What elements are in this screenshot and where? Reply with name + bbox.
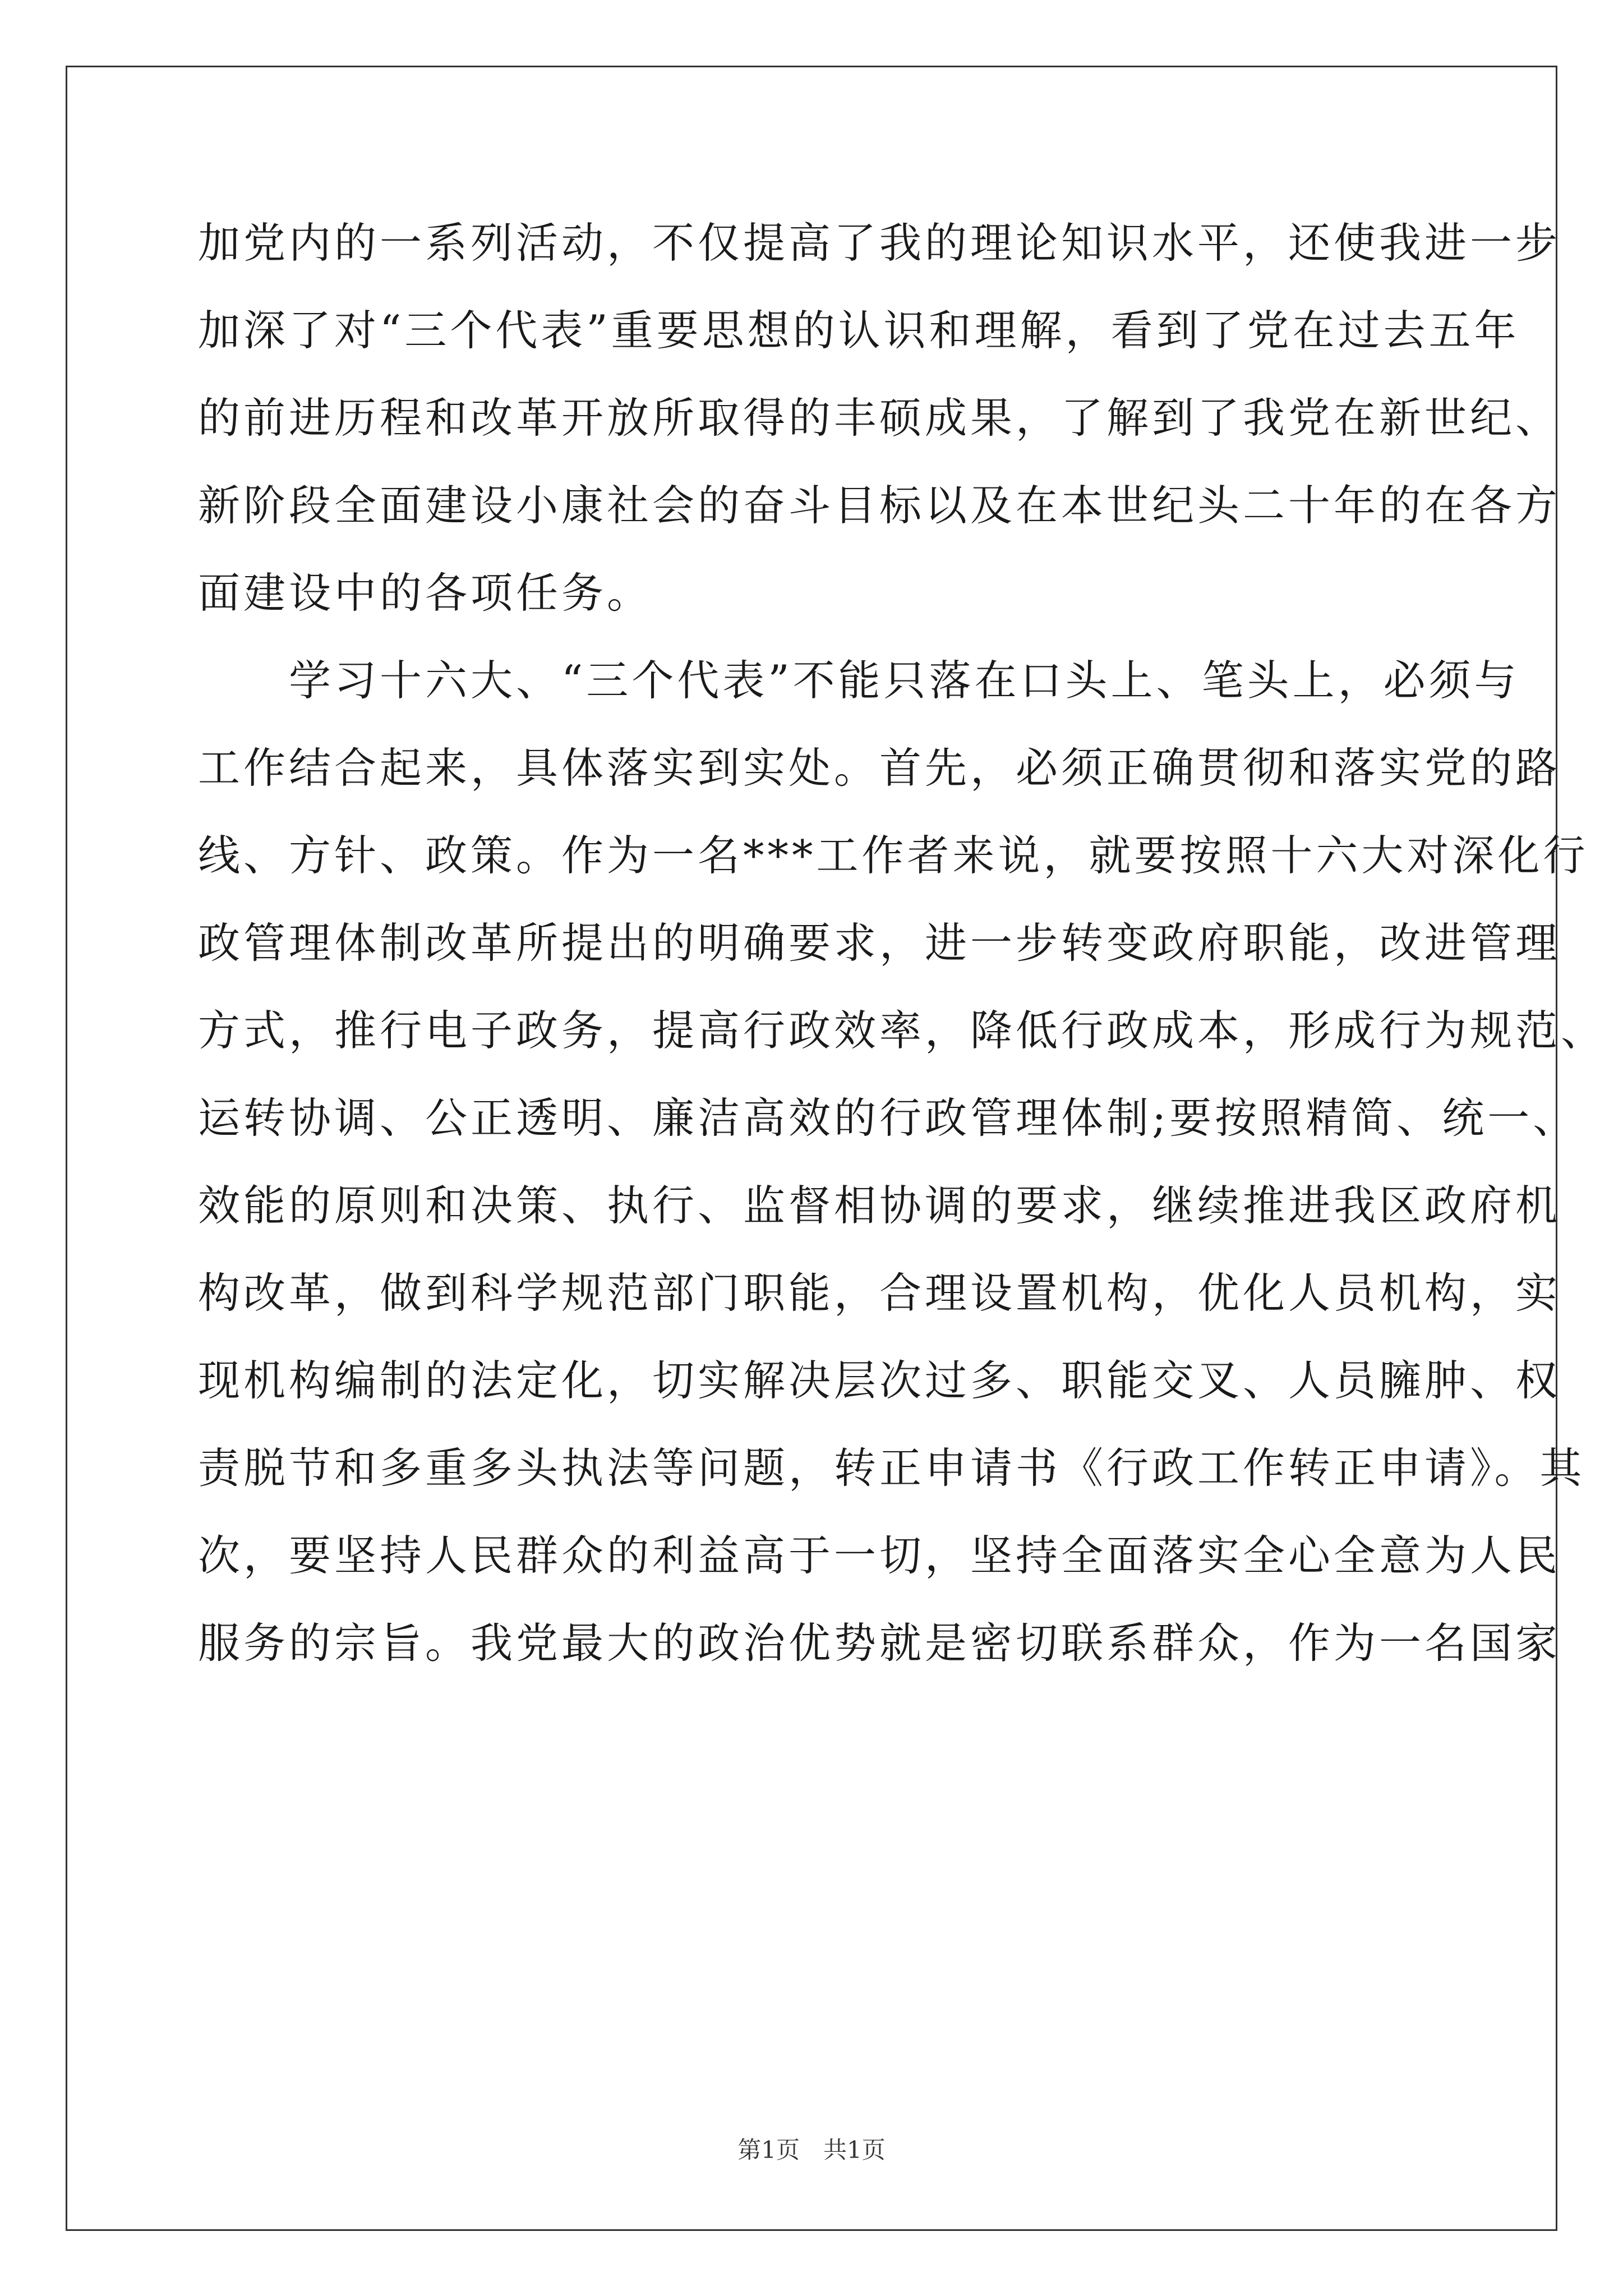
- text-line-12: 效能的原则和决策、执行、监督相协调的要求，继续推进我区政府机: [198, 1181, 1561, 1230]
- text-line-6: 学习十六大、“三个代表”不能只落在口头上、笔头上，必须与: [198, 656, 1520, 705]
- page-number-footer: 第1页 共1页: [737, 2136, 886, 2164]
- text-line-4: 新阶段全面建设小康社会的奋斗目标以及在本世纪头二十年的在各方: [198, 481, 1561, 530]
- text-line-7: 工作结合起来，具体落实到实处。首先，必须正确贯彻和落实党的路: [198, 743, 1561, 793]
- text-line-14: 现机构编制的法定化，切实解决层次过多、职能交叉、人员臃肿、权: [198, 1356, 1561, 1405]
- text-line-9: 政管理体制改革所提出的明确要求，进一步转变政府职能，改进管理: [198, 918, 1561, 968]
- text-line-15: 责脱节和多重多头执法等问题，转正申请书《行政工作转正申请》。其: [198, 1443, 1585, 1493]
- text-line-5: 面建设中的各项任务。: [198, 568, 653, 618]
- text-line-3: 的前进历程和改革开放所取得的丰硕成果，了解到了我党在新世纪、: [198, 393, 1561, 443]
- text-line-13: 构改革，做到科学规范部门职能，合理设置机构，优化人员机构，实: [198, 1268, 1561, 1318]
- text-line-16: 次，要坚持人民群众的利益高于一切，坚持全面落实全心全意为人民: [198, 1531, 1561, 1580]
- document-body: [198, 199, 1607, 1687]
- text-line-10: 方式，推行电子政务，提高行政效率，降低行政成本，形成行为规范、: [198, 1006, 1607, 1055]
- text-line-2: 加深了对“三个代表”重要思想的认识和理解，看到了党在过去五年: [198, 306, 1520, 355]
- text-line-8: 线、方针、政策。作为一名***工作者来说，就要按照十六大对深化行: [198, 831, 1589, 880]
- text-line-17: 服务的宗旨。我党最大的政治优势就是密切联系群众，作为一名国家: [198, 1618, 1561, 1668]
- text-line-1: 加党内的一系列活动，不仅提高了我的理论知识水平，还使我进一步: [198, 218, 1561, 268]
- text-line-11: 运转协调、公正透明、廉洁高效的行政管理体制;要按照精简、统一、: [198, 1093, 1579, 1143]
